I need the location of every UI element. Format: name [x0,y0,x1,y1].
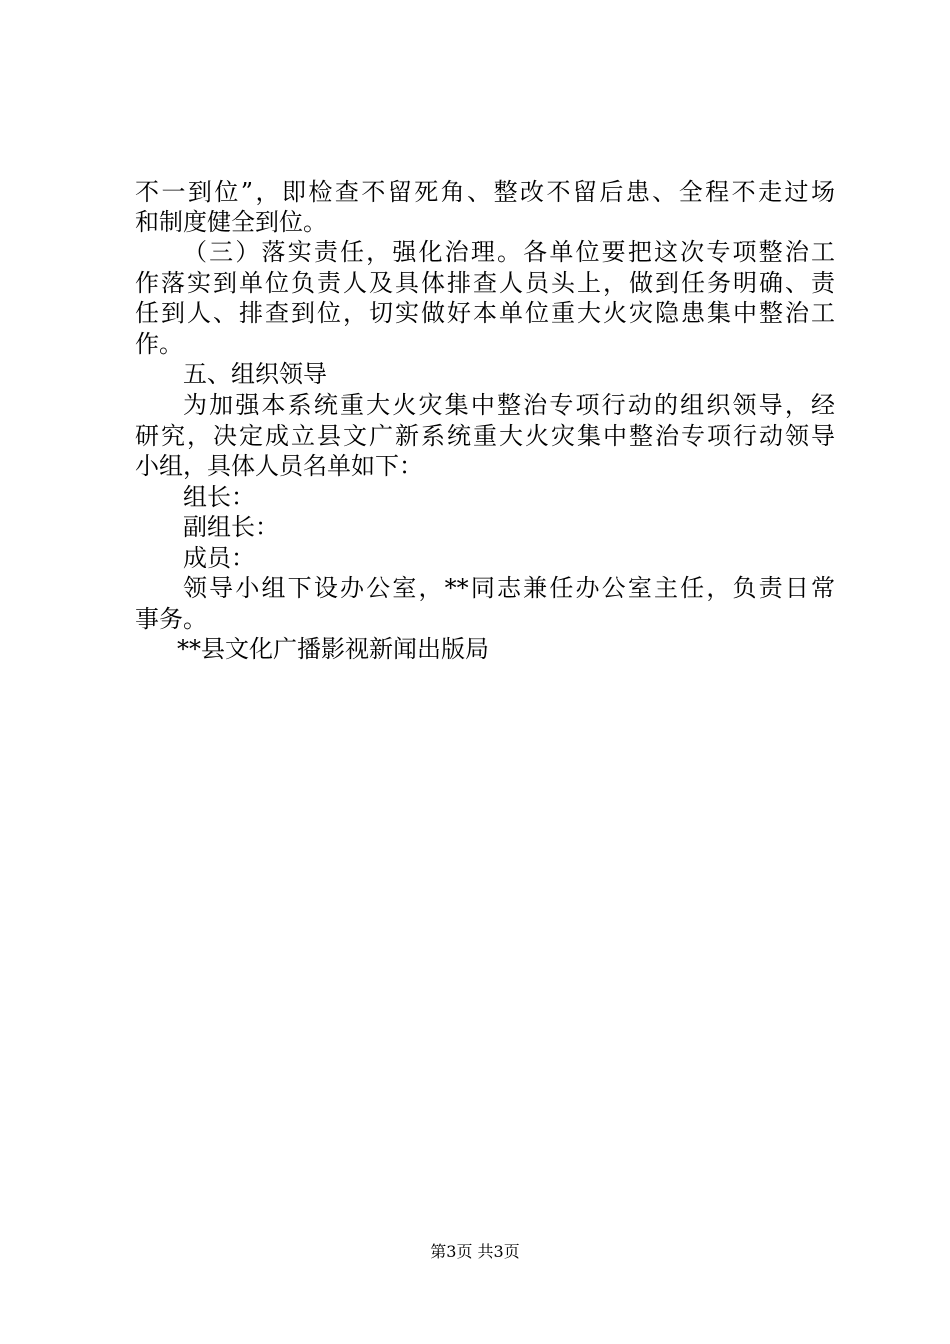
text-line-8: 为加强本系统重大火灾集中整治专项行动的组织领导，经 [183,391,835,419]
text-line-5: 任到人、排查到位，切实做好本单位重大火灾隐患集中整治工 [135,299,835,327]
group-leader-line: 组长： [183,483,255,511]
text-line-6: 作。 [135,330,183,358]
members-line: 成员： [183,544,255,572]
text-line-4: 作落实到单位负责人及具体排查人员头上，做到任务明确、责 [135,269,835,297]
page-indicator: 第3页 共3页 [430,1242,520,1261]
text-line-10: 小组，具体人员名单如下： [135,452,423,480]
text-line-15: 事务。 [135,605,207,633]
section-heading: 五、组织领导 [183,360,327,388]
text-line-9: 研究，决定成立县文广新系统重大火灾集中整治专项行动领导 [135,422,835,450]
text-line-3: （三）落实责任，强化治理。各单位要把这次专项整治工 [183,238,835,266]
text-line-1: 不一到位”，即检查不留死角、整改不留后患、全程不走过场 [135,178,835,206]
text-line-14: 领导小组下设办公室，**同志兼任办公室主任，负责日常 [183,574,835,602]
text-line-2: 和制度健全到位。 [135,208,327,236]
issuing-office-line: **县文化广播影视新闻出版局 [177,635,489,663]
deputy-leader-line: 副组长： [183,513,279,541]
